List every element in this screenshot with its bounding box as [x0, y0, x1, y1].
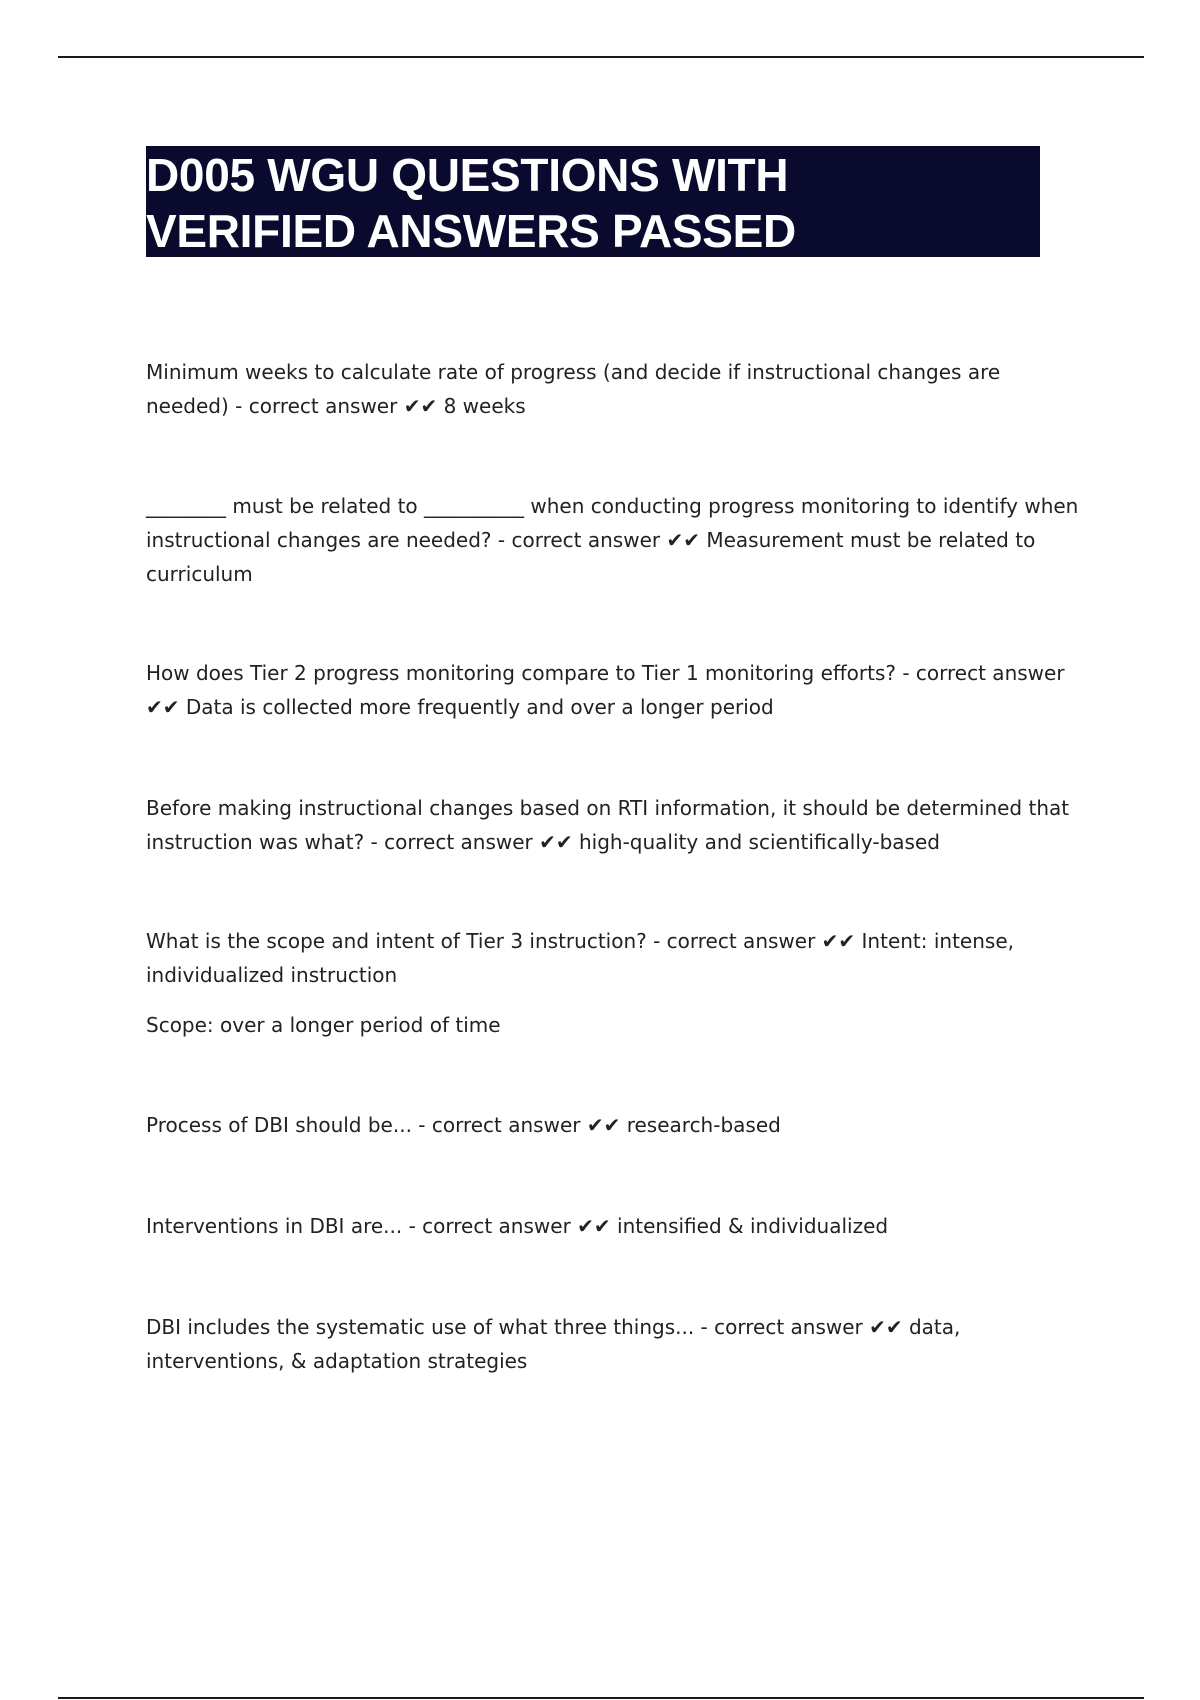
title-banner — [146, 146, 1040, 257]
qa-text: Before making instructional changes based on RTI information, it should be determined that instruction was what? - correct answer ✔✔ high-quality and scientifically-based — [146, 796, 1070, 854]
header-rule — [58, 56, 1144, 58]
qa-text: Minimum weeks to calculate rate of progress (and decide if instructional changes are needed) - correct answer ✔✔ 8 weeks — [146, 360, 1001, 418]
qa-text: How does Tier 2 progress monitoring compare to Tier 1 monitoring efforts? - correct answer ✔✔ Data is collected more frequently and over a longer period — [146, 661, 1065, 719]
qa-text: What is the scope and intent of Tier 3 instruction? - correct answer ✔✔ Intent: intense, individualized instruction — [146, 929, 1014, 987]
qa-item-3 — [146, 656, 1086, 724]
qa-item-2 — [146, 489, 1086, 591]
qa-text: DBI includes the systematic use of what three things... - correct answer ✔✔ data, interventions, & adaptation strategies — [146, 1315, 961, 1373]
qa-item-5 — [146, 924, 1086, 1042]
document-title: D005 WGU QUESTIONS WITH VERIFIED ANSWERS PASSED — [146, 149, 796, 257]
qa-text: Interventions in DBI are... - correct answer ✔✔ intensified & individualized — [146, 1214, 889, 1238]
qa-text: Scope: over a longer period of time — [146, 1013, 501, 1037]
qa-text: ________ must be related to __________ when conducting progress monitoring to identify when instructional changes are needed? - correct answer ✔✔ Measurement must be related to curriculum — [146, 494, 1079, 586]
qa-item-6 — [146, 1108, 1086, 1142]
qa-item-1 — [146, 355, 1086, 423]
footer-rule — [58, 1697, 1144, 1699]
qa-item-4 — [146, 791, 1086, 859]
qa-item-7 — [146, 1209, 1086, 1243]
qa-text: Process of DBI should be... - correct answer ✔✔ research-based — [146, 1113, 781, 1137]
qa-item-8 — [146, 1310, 1086, 1378]
